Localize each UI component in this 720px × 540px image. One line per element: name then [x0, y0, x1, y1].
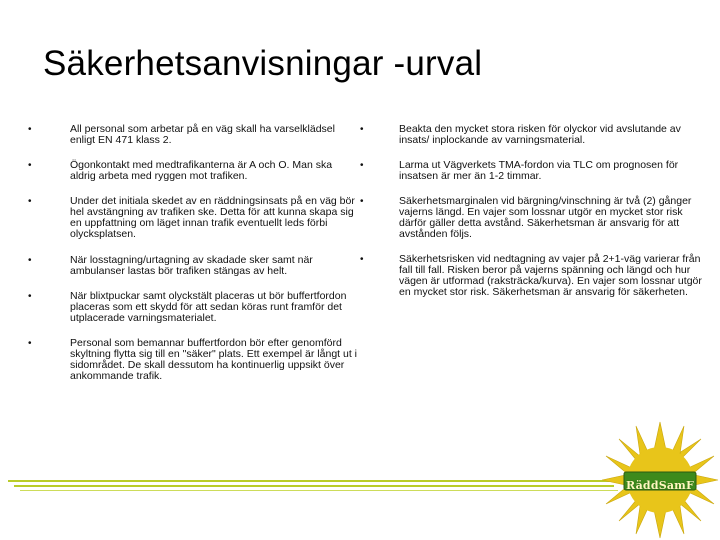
- list-item: [28, 196, 358, 240]
- bullet-icon: •: [28, 255, 32, 266]
- bullet-icon: •: [28, 196, 32, 207]
- bullet-icon: •: [360, 160, 364, 171]
- list-item-text: Larma ut Vägverkets TMA-fordon via TLC om prognosen för insatsen är mer än 1-2 timmar.: [399, 159, 679, 182]
- logo-text: RäddSamF: [626, 479, 695, 492]
- bullet-icon: •: [28, 124, 32, 135]
- list-item-text: Säkerhetsrisken vid nedtagning av vajer på 2+1-väg varierar från fall till fall. Risken beror på vajerns spänning och längd och hur vägen är utformad (raksträcka/kurva). En vajer som lossnar utgör en mycket stor risk. Säkerhetsman är ansvarig för säkerheten.: [399, 253, 702, 298]
- divider-line: [14, 485, 614, 487]
- list-item: [28, 338, 358, 382]
- list-item-text: Under det initiala skedet av en räddningsinsats på en väg bör hel avstängning av trafiken ske. Detta för att kunna skapa sig en uppfattning om läget innan trafik eventuellt leds förbi olycksplatsen.: [70, 195, 355, 240]
- list-item: [360, 160, 705, 182]
- divider-line: [20, 490, 618, 491]
- bullet-icon: •: [28, 291, 32, 302]
- bullet-icon: •: [360, 196, 364, 207]
- bullet-icon: •: [360, 124, 364, 135]
- list-item: [360, 196, 705, 240]
- list-item-text: All personal som arbetar på en väg skall ha varselklädsel enligt EN 471 klass 2.: [70, 123, 335, 146]
- list-item-text: Ögonkontakt med medtrafikanterna är A och O. Man ska aldrig arbeta med ryggen mot trafiken.: [70, 159, 333, 182]
- list-item: [28, 291, 358, 324]
- list-item-text: Säkerhetsmarginalen vid bärgning/vinschning är två (2) gånger vajerns längd. En vajer som lossnar utgör en mycket stor risk därför gäller detta avstånd. Säkerhetsman är ansvarig för att avstånden följs.: [399, 195, 692, 240]
- list-item-text: Personal som bemannar buffertfordon bör efter genomförd skyltning flytta sig till en "säker" plats. Ett exempel är långt ut i sidområdet. De skall dessutom ha kontinuerlig uppsikt över ankommande trafik.: [70, 337, 357, 382]
- left-bullet-list: [28, 124, 358, 396]
- bullet-icon: •: [360, 254, 364, 265]
- list-item: [28, 124, 358, 146]
- list-item: [360, 124, 705, 146]
- list-item: [360, 254, 705, 298]
- bullet-icon: •: [28, 160, 32, 171]
- list-item-text: Beakta den mycket stora risken för olyckor vid avslutande av insats/ inplockande av varningsmaterial.: [399, 123, 681, 146]
- list-item-text: När blixtpuckar samt olyckstält placeras ut bör buffertfordon placeras som ett skydd för att sedan köras runt framför det utplacerade varningsmaterialet.: [70, 290, 347, 324]
- list-item-text: När losstagning/urtagning av skadade sker samt när ambulanser lastas bör trafiken stängas av helt.: [70, 254, 313, 277]
- bullet-icon: •: [28, 338, 32, 349]
- right-bullet-list: [360, 124, 705, 312]
- list-item: [28, 160, 358, 182]
- page-title: Säkerhetsanvisningar -urval: [43, 44, 483, 83]
- divider-line: [8, 480, 610, 482]
- list-item: [28, 255, 358, 277]
